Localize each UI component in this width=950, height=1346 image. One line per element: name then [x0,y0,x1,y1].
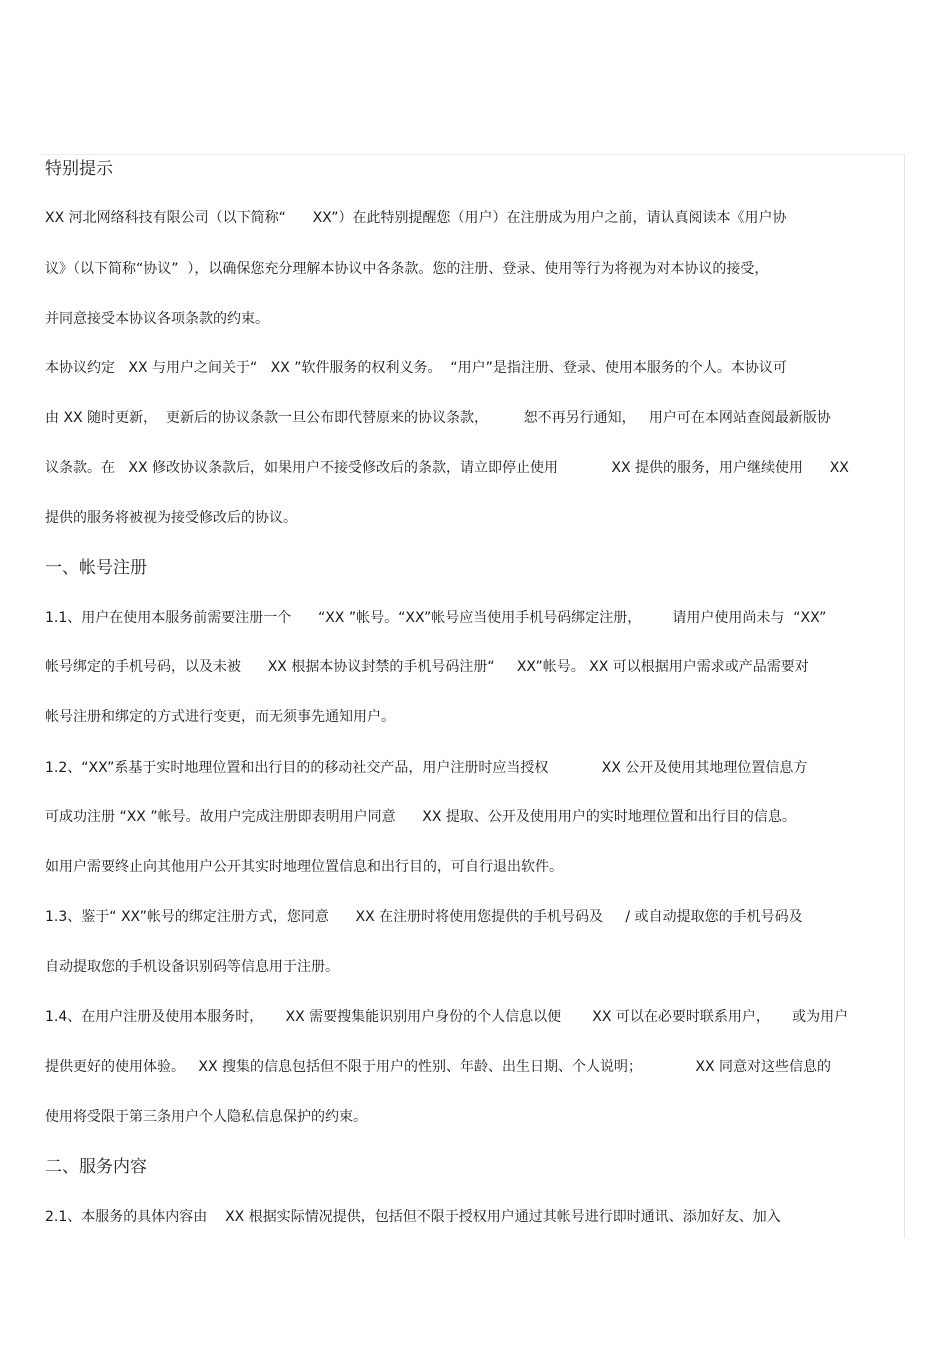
paragraph-line: 2.1、本服务的具体内容由 XX 根据实际情况提供，包括但不限于授权用户通过其帐号进行即时通讯、添加好友、加入 [45,1209,781,1225]
paragraph-line: 并同意接受本协议各项条款的约束。 [45,311,269,327]
paragraph-line: 提供的服务将被视为接受修改后的协议。 [45,510,297,526]
paragraph-line: 使用将受限于第三条用户个人隐私信息保护的约束。 [45,1109,367,1125]
paragraph-line: 1.3、鉴于“ XX”帐号的绑定注册方式，您同意 XX 在注册时将使用您提供的手机号码及 / 或自动提取您的手机号码及 [45,909,803,925]
paragraph-line: 1.1、用户在使用本服务前需要注册一个 “XX ”帐号。“XX”帐号应当使用手机号码绑定注册， 请用户使用尚未与 “XX” [45,610,827,626]
paragraph-line: 本协议约定 XX 与用户之间关于“ XX ”软件服务的权利义务。 “用户”是指注册、登录、使用本服务的个人。本协议可 [45,360,787,376]
paragraph-line: 可成功注册 “XX ”帐号。故用户完成注册即表明用户同意 XX 提取、公开及使用用户的实时地理位置和出行目的信息。 [45,809,796,825]
heading-service-content: 二、服务内容 [45,1157,147,1177]
heading-special-notice: 特别提示 [45,159,113,179]
heading-account-registration: 一、帐号注册 [45,558,147,578]
paragraph-line: 议》（以下简称“协议” ），以确保您充分理解本协议中各条款。您的注册、登录、使用等行为将视为对本协议的接受， [45,261,769,277]
paragraph-line: 如用户需要终止向其他用户公开其实时地理位置信息和出行目的，可自行退出软件。 [45,859,563,875]
page-border-top [40,154,905,155]
paragraph-line: 自动提取您的手机设备识别码等信息用于注册。 [45,959,339,975]
paragraph-line: XX 河北网络科技有限公司（以下简称“ XX”）在此特别提醒您（用户）在注册成为用户之前，请认真阅读本《用户协 [45,210,787,226]
paragraph-line: 议条款。在 XX 修改协议条款后，如果用户不接受修改后的条款，请立即停止使用 XX 提供的服务，用户继续使用 XX [45,460,849,476]
page-border-right [904,154,905,1238]
paragraph-line: 帐号注册和绑定的方式进行变更，而无须事先通知用户。 [45,709,395,725]
paragraph-line: 1.2、“XX”系基于实时地理位置和出行目的的移动社交产品，用户注册时应当授权 XX 公开及使用其地理位置信息方 [45,760,808,776]
paragraph-line: 提供更好的使用体验。 XX 搜集的信息包括但不限于用户的性别、年龄、出生日期、个人说明； XX 同意对这些信息的 [45,1059,832,1075]
paragraph-line: 帐号绑定的手机号码，以及未被 XX 根据本协议封禁的手机号码注册“ XX”帐号。 XX 可以根据用户需求或产品需要对 [45,659,809,675]
paragraph-line: 1.4、在用户注册及使用本服务时， XX 需要搜集能识别用户身份的个人信息以便 XX 可以在必要时联系用户， 或为用户 [45,1009,849,1025]
paragraph-line: 由 XX 随时更新， 更新后的协议条款一旦公布即代替原来的协议条款， 恕不再另行通知， 用户可在本网站查阅最新版协 [45,410,831,426]
